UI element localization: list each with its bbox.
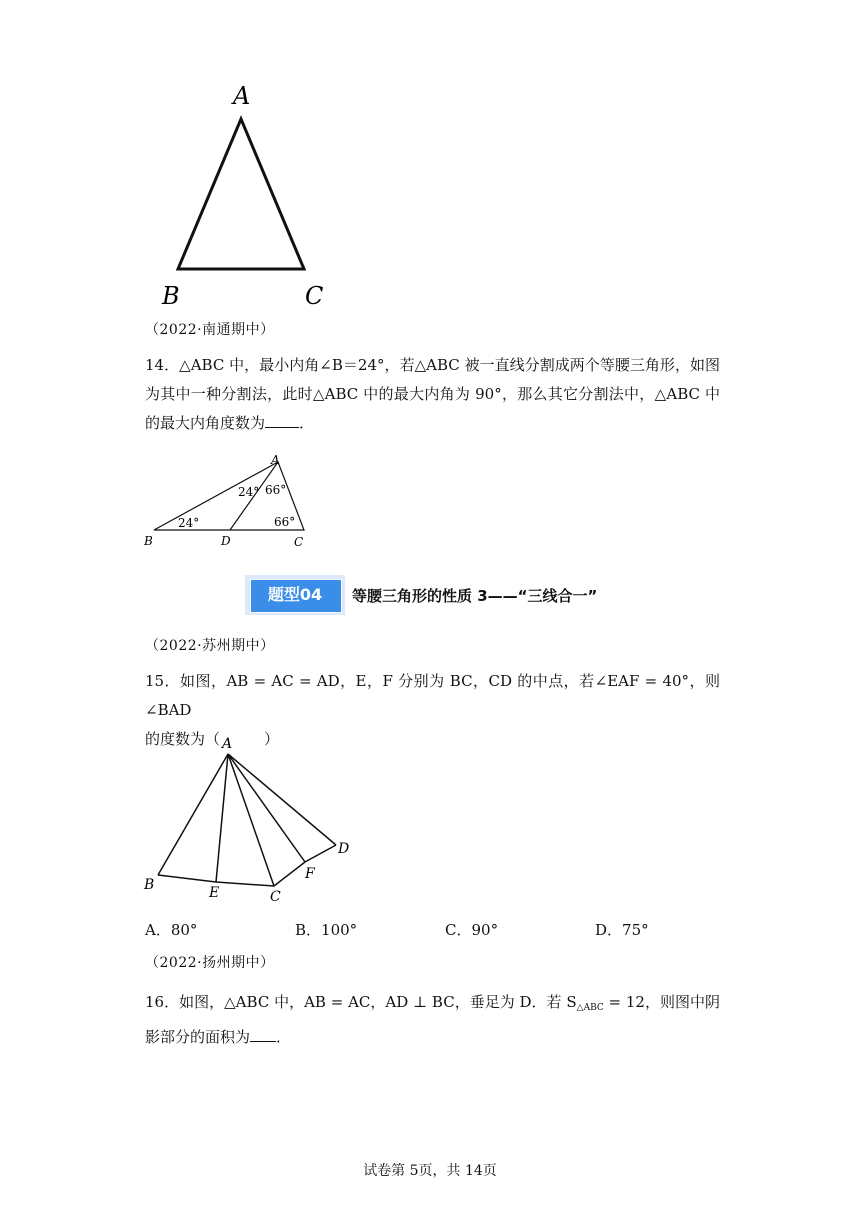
q15-segment-ab — [158, 754, 228, 875]
triangle-abc-shape — [178, 119, 304, 269]
q15-label-b: B — [144, 877, 155, 893]
q14-end: ． — [299, 414, 315, 432]
q14-number: 14． — [145, 356, 180, 374]
q15-segment-ae — [216, 754, 228, 882]
section-title: 等腰三角形的性质 3——“三线合一” — [352, 587, 598, 605]
q14-label-b: B — [144, 534, 153, 548]
q15-source: （2022·苏州期中） — [145, 638, 275, 654]
q14-label-d: D — [221, 534, 231, 548]
q15-label-a: A — [222, 736, 233, 752]
q15-segment-af — [228, 754, 305, 862]
vertex-label-c: C — [305, 282, 324, 310]
q15-label-e: E — [209, 885, 220, 901]
q14-label-a: A — [271, 453, 280, 467]
q16-source: （2022·扬州期中） — [145, 955, 275, 971]
page-footer: 试卷第 5页，共 14页 — [363, 1163, 497, 1179]
q14-angle-dac: 66° — [265, 483, 287, 497]
q14-label-c: C — [294, 535, 304, 549]
q16-body-2: = 12，则图中阴影部分的面积为 — [145, 993, 720, 1046]
triangle-abc-figure — [150, 78, 350, 310]
q15-figure — [140, 732, 370, 907]
q15-option-a[interactable]: A．80° — [145, 921, 198, 939]
q16-body-1: 如图，△ABC 中，AB = AC，AD ⊥ BC，垂足为 D．若 S — [179, 993, 577, 1011]
q15-number: 15． — [145, 672, 181, 690]
q15-line2: 的度数为（ — [145, 730, 221, 748]
q14-text — [145, 351, 720, 438]
q16-subscript: △ABC — [576, 1003, 604, 1013]
q15-option-d[interactable]: D．75° — [595, 921, 649, 939]
q15-option-b[interactable]: B．100° — [295, 921, 358, 939]
section-badge-label: 题型04 — [267, 585, 323, 604]
q15-paren-close: ） — [264, 730, 280, 748]
q16-text — [145, 988, 720, 1052]
q16-answer-blank[interactable] — [250, 1027, 276, 1042]
q14-body: △ABC 中，最小内角∠B＝24°，若△ABC 被一直线分割成两个等腰三角形，如图为其中一种分割法，此时△ABC 中的最大内角为 90°，那么其它分割法中，△ABC 中的最大内角度数为 — [145, 356, 721, 432]
q15-line1: 如图，AB = AC = AD，E，F 分别为 BC，CD 的中点，若∠EAF = 40°，则∠BAD — [145, 672, 720, 719]
q14-source: （2022·南通期中） — [145, 322, 275, 338]
q16-number: 16． — [145, 993, 180, 1011]
q16-end: ． — [276, 1028, 292, 1046]
q14-angle-c: 66° — [274, 515, 296, 529]
q14-angle-b: 24° — [178, 516, 200, 530]
q14-answer-blank[interactable] — [265, 413, 299, 428]
vertex-label-a: A — [233, 82, 251, 110]
vertex-label-b: B — [162, 282, 180, 310]
q14-angle-bad: 24° — [238, 485, 260, 499]
q15-label-f: F — [305, 866, 315, 882]
q14-figure — [140, 452, 320, 552]
q15-label-d: D — [338, 841, 350, 857]
q15-option-c[interactable]: C．90° — [445, 921, 499, 939]
section-badge — [245, 575, 345, 615]
q15-label-c: C — [270, 889, 281, 905]
